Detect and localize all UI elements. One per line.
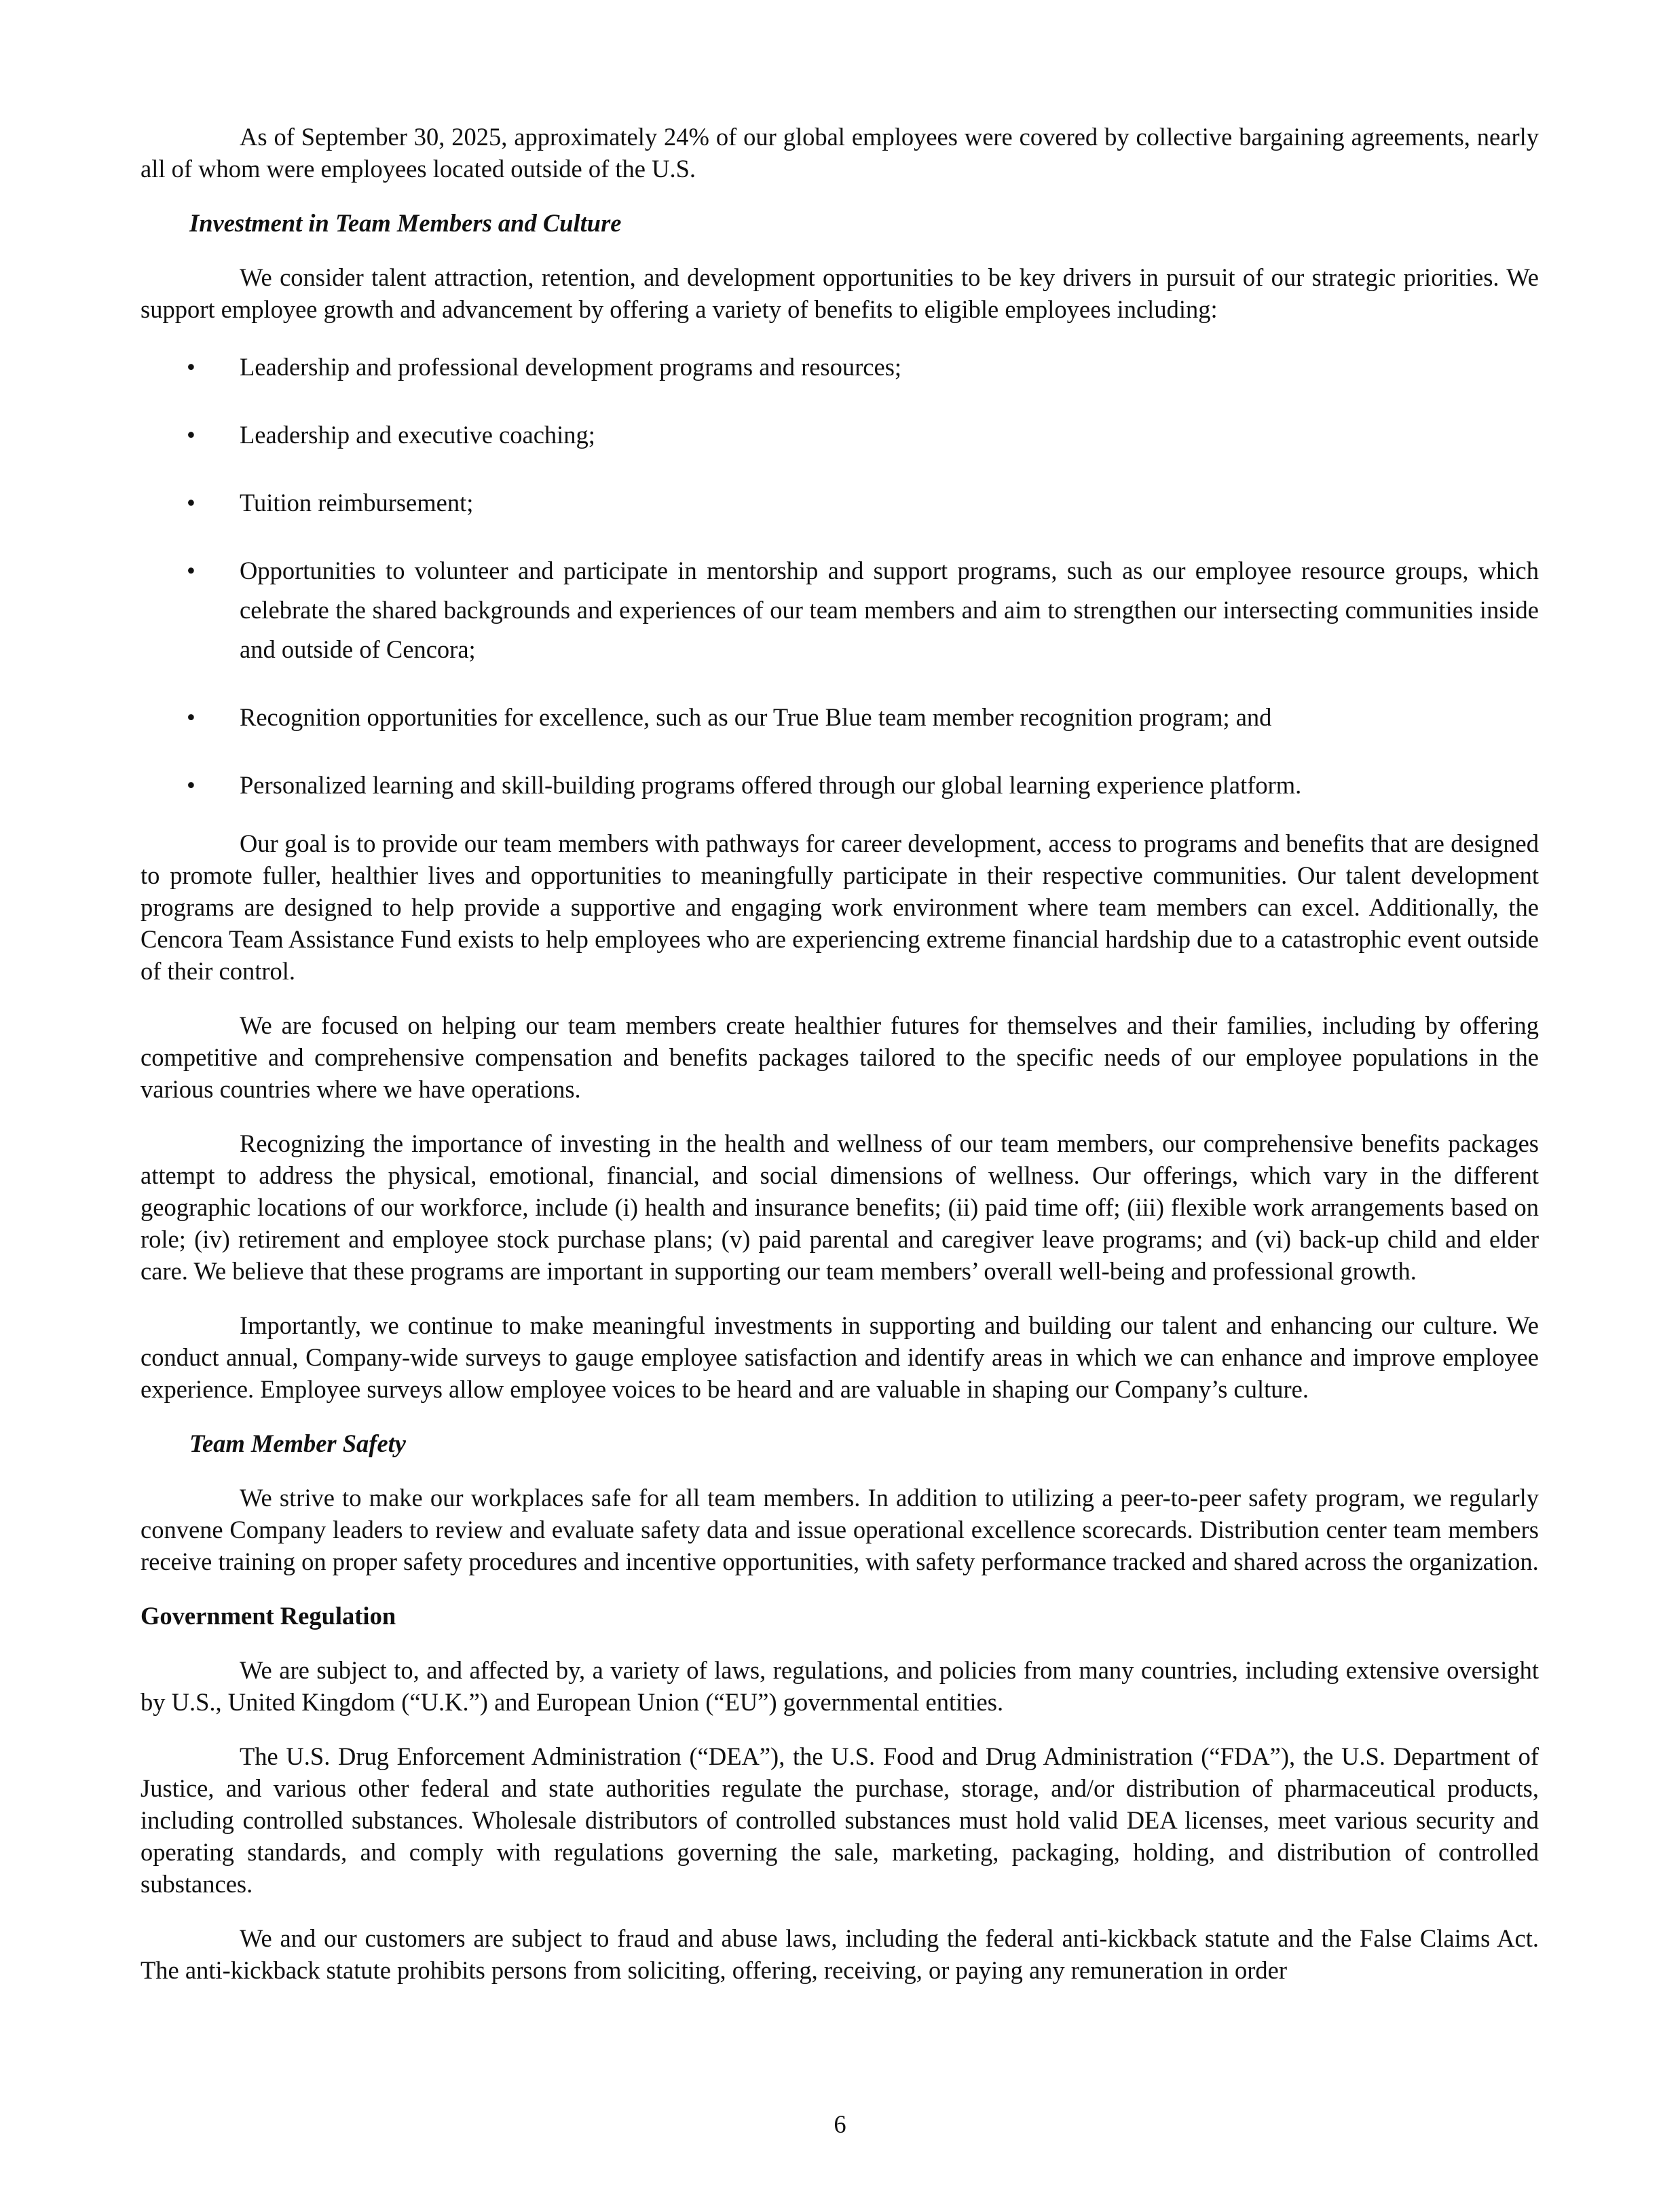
paragraph-fraud-abuse-laws: We and our customers are subject to fraud and abuse laws, including the federal anti-kickback statute and the False Claims Act. The anti-kickback statute prohibits persons from soliciting, offering, receiving, or paying any remuneration in order	[141, 1924, 1539, 1984]
heading-government-regulation: Government Regulation	[141, 1602, 396, 1630]
paragraph-collective-bargaining: As of September 30, 2025, approximately 24% of our global employees were covered by collective bargaining agreements, nearly all of whom were employees located outside of the U.S.	[141, 123, 1539, 183]
paragraph-wellness-benefits: Recognizing the importance of investing in the health and wellness of our team members, our comprehensive benefits packages attempt to address the physical, emotional, financial, and social dimensions of wellness. Our offerings, which vary in the different geographic locations of our workforce, include (i) health and insurance benefits; (ii) paid time off; (iii) flexible work arrangements based on role; (iv) retirement and employee stock purchase plans; (v) paid parental and caregiver leave programs; and (vi) back-up child and elder care. We believe that these programs are important in supporting our team members’ overall well-being and professional growth.	[141, 1129, 1539, 1285]
list-item-text: Leadership and executive coaching;	[240, 421, 595, 449]
list-item-text: Personalized learning and skill-building programs offered through our global learning experience platform.	[240, 771, 1302, 799]
bullet-icon: •	[187, 771, 195, 799]
paragraph-dea-fda: The U.S. Drug Enforcement Administration (“DEA”), the U.S. Food and Drug Administration (“FDA”), the U.S. Department of Justice, and various other federal and state authorities regulate the purchase, storage, and/or distribution of pharmaceutical products, including controlled substances. Wholesale distributors of controlled substances must hold valid DEA licenses, meet various security and operating standards, and comply with regulations governing the sale, marketing, packaging, holding, and distribution of controlled substances.	[141, 1742, 1539, 1898]
list-item	[141, 483, 1539, 523]
bullet-icon: •	[187, 353, 195, 381]
list-item	[141, 348, 1539, 387]
subheading-safety: Team Member Safety	[189, 1429, 406, 1457]
list-item-text: Opportunities to volunteer and participate in mentorship and support programs, such as our employee resource groups, which celebrate the shared backgrounds and experiences of our team members and aim to strengthen our intersecting communities inside and outside of Cencora;	[240, 557, 1539, 663]
bullet-icon: •	[187, 489, 195, 517]
paragraph-workplace-safety: We strive to make our workplaces safe for all team members. In addition to utilizing a peer-to-peer safety program, we regularly convene Company leaders to review and evaluate safety data and issue operational excellence scorecards. Distribution center team members receive training on proper safety procedures and incentive opportunities, with safety performance tracked and shared across the organization.	[141, 1484, 1539, 1575]
document-page	[141, 121, 1539, 2008]
subheading-investment: Investment in Team Members and Culture	[189, 209, 622, 237]
bullet-icon: •	[187, 703, 195, 731]
benefits-list	[141, 348, 1539, 805]
list-item-text: Recognition opportunities for excellence, such as our True Blue team member recognition program; and	[240, 703, 1272, 731]
bullet-icon: •	[187, 421, 195, 449]
paragraph-talent-attraction: We consider talent attraction, retention, and development opportunities to be key drivers in pursuit of our strategic priorities. We support employee growth and advancement by offering a variety of benefits to eligible employees including:	[141, 263, 1539, 323]
page-number: 6	[834, 2110, 846, 2138]
list-item-text: Tuition reimbursement;	[240, 489, 474, 517]
list-item	[141, 415, 1539, 455]
list-item	[141, 766, 1539, 805]
paragraph-culture-investment: Importantly, we continue to make meaningful investments in supporting and building our talent and enhancing our culture. We conduct annual, Company-wide surveys to gauge employee satisfaction and identify areas in which we can enhance and improve employee experience. Employee surveys allow employee voices to be heard and are valuable in shaping our Company’s culture.	[141, 1311, 1539, 1403]
list-item	[141, 551, 1539, 669]
list-item-text: Leadership and professional development programs and resources;	[240, 353, 902, 381]
paragraph-healthier-futures: We are focused on helping our team members create healthier futures for themselves and their families, including by offering competitive and comprehensive compensation and benefits packages tailored to the specific needs of our employee populations in the various countries where we have operations.	[141, 1011, 1539, 1103]
list-item	[141, 698, 1539, 737]
paragraph-regulatory-oversight: We are subject to, and affected by, a variety of laws, regulations, and policies from many countries, including extensive oversight by U.S., United Kingdom (“U.K.”) and European Union (“EU”) governmental entities.	[141, 1656, 1539, 1716]
bullet-icon: •	[187, 557, 195, 584]
paragraph-career-development: Our goal is to provide our team members with pathways for career development, access to programs and benefits that are designed to promote fuller, healthier lives and opportunities to meaningfully participate in their respective communities. Our talent development programs are designed to help provide a supportive and engaging work environment where team members can excel. Additionally, the Cencora Team Assistance Fund exists to help employees who are experiencing extreme financial hardship due to a catastrophic event outside of their control.	[141, 829, 1539, 985]
